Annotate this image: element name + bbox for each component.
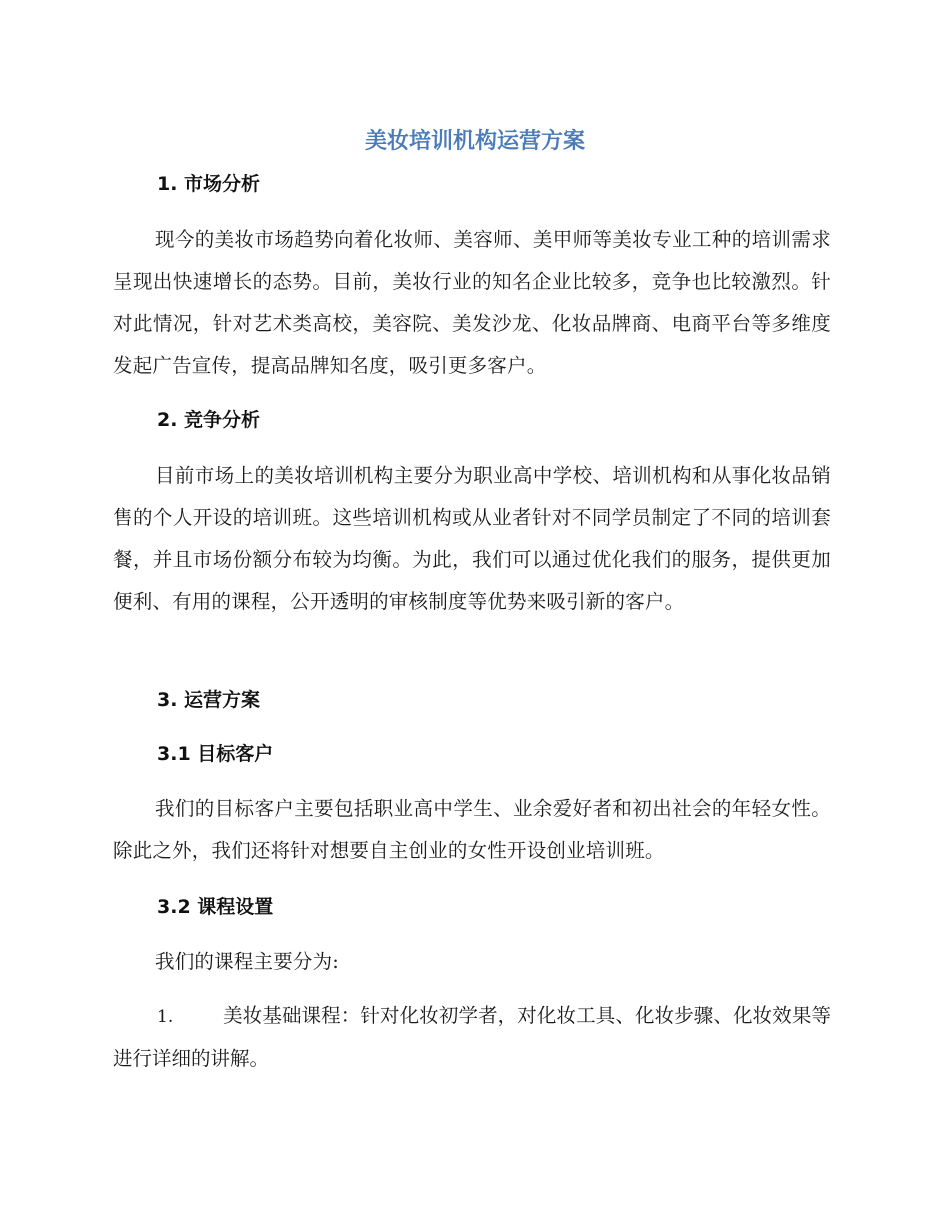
section-heading-courses: 3.2 课程设置	[157, 896, 274, 918]
paragraph-competition: 目前市场上的美妆培训机构主要分为职业高中学校、培训机构和从事化妆品销售的个人开设的培训班。这些培训机构或从业者针对不同学员制定了不同的培训套餐，并且市场份额分布较为均衡。为此，我们可以通过优化我们的服务，提供更加便利、有用的课程，公开透明的审核制度等优势来吸引新的客户。	[113, 464, 831, 613]
paragraph-market: 现今的美妆市场趋势向着化妆师、美容师、美甲师等美妆专业工种的培训需求呈现出快速增长的态势。目前，美妆行业的知名企业比较多，竞争也比较激烈。针对此情况，针对艺术类高校，美容院、美发沙龙、化妆品牌商、电商平台等多维度发起广告宣传，提高品牌知名度，吸引更多客户。	[113, 228, 831, 377]
section-heading-market: 1. 市场分析	[157, 173, 261, 195]
section-heading-competition: 2. 竞争分析	[157, 409, 261, 431]
list-item-number: 1.	[157, 1007, 174, 1027]
section-heading-target: 3.1 目标客户	[157, 743, 274, 765]
list-item-text: 美妆基础课程：针对化妆初学者，对化妆工具、化妆步骤、化妆效果等进行详细的讲解。	[113, 1004, 831, 1070]
document-title: 美妆培训机构运营方案	[364, 129, 585, 154]
paragraph-target: 我们的目标客户主要包括职业高中学生、业余爱好者和初出社会的年轻女性。除此之外，我们还将针对想要自主创业的女性开设创业培训班。	[113, 797, 831, 862]
section-heading-operation: 3. 运营方案	[157, 689, 261, 711]
list-item	[113, 995, 831, 1080]
paragraph-courses-intro: 我们的课程主要分为:	[155, 950, 340, 973]
